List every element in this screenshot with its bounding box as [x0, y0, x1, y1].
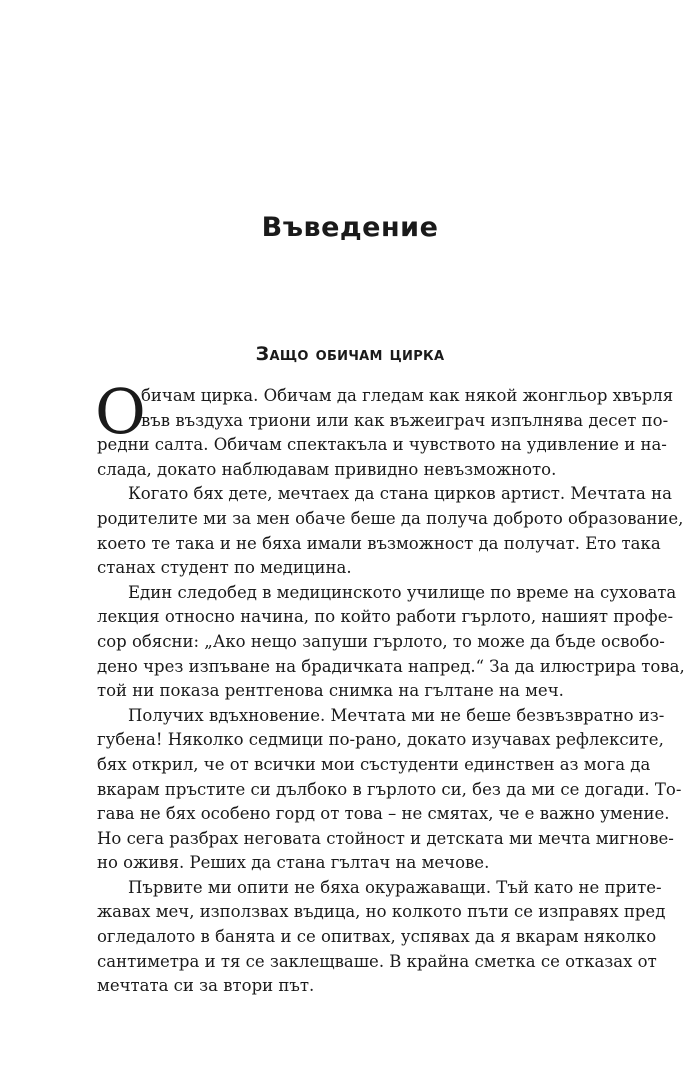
- text-line: мечтата си за втори път.: [97, 976, 315, 996]
- text-line: Един следобед в медицинското училище по време на суховата: [128, 582, 677, 602]
- text-line: бичам цирка. Обичам да гледам как някой жонгльор хвърля: [141, 386, 674, 405]
- paragraph-1: [95, 375, 674, 482]
- text-line: огледалото в банята и се опитвах, успявах да я вкарам няколко: [97, 927, 657, 947]
- chapter-title: Въведение: [261, 212, 439, 243]
- paragraph-4: [97, 704, 682, 876]
- text-line: губена! Няколко седмици по-рано, докато изучавах рефлексите,: [97, 730, 664, 750]
- text-line: във въздуха триони или как въжеиграч изпълнява десет по-: [141, 410, 669, 430]
- text-line: гава не бях особено горд от това – не смятах, че е важно умение.: [97, 804, 670, 824]
- drop-cap: О: [95, 375, 146, 448]
- paragraph-3: [97, 581, 685, 704]
- text-line: вкарам пръстите си дълбоко в гърлото си, без да ми се догади. То-: [97, 779, 682, 799]
- text-line: Първите ми опити не бяха окуражаващи. Тъй като не прите-: [128, 877, 662, 897]
- text-line: редни салта. Обичам спектакъла и чувството на удивление и на-: [97, 435, 667, 455]
- paragraph-2: [97, 482, 684, 580]
- text-line: което те така и не бяха имали възможност да получат. Ето така: [97, 533, 661, 553]
- text-line: слада, докато наблюдавам привидно невъзможното.: [97, 459, 557, 479]
- section-title: Защо обичам цирка: [255, 343, 445, 365]
- text-line: лекция относно начина, по който работи гърлото, нашият профе-: [97, 607, 674, 627]
- paragraph-5: [97, 876, 666, 999]
- text-line: родителите ми за мен обаче беше да получа доброто образование,: [97, 508, 684, 528]
- body-text: [95, 375, 685, 999]
- text-line: бях открил, че от всички мои състуденти единствен аз мога да: [97, 754, 651, 774]
- text-line: той ни показа рентгенова снимка на гълтане на меч.: [97, 681, 564, 701]
- text-line: жавах меч, използвах въдица, но колкото пъти се изправях пред: [97, 902, 666, 922]
- text-line: Но сега разбрах неговата стойност и детската ми мечта мигнове-: [97, 828, 674, 848]
- text-line: Получих вдъхновение. Мечтата ми не беше безвъзвратно из-: [128, 705, 665, 725]
- text-line: станах студент по медицина.: [97, 558, 352, 578]
- text-line: сантиметра и тя се заклещваше. В крайна сметка се отказах от: [97, 951, 657, 971]
- text-line: сор обясни: „Ако нещо запуши гърлото, то може да бъде освобо-: [97, 631, 665, 651]
- text-line: но оживя. Реших да стана гълтач на мечове.: [97, 853, 490, 873]
- text-line: Когато бях дете, мечтаех да стана цирков артист. Мечтата на: [128, 484, 672, 504]
- text-line: дено чрез изпъване на брадичката напред.“ За да илюстрира това,: [97, 656, 685, 676]
